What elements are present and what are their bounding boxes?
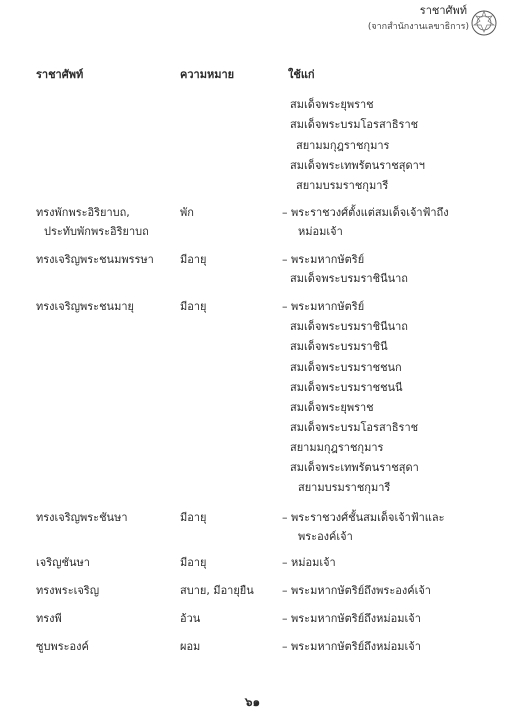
entry-usage: สมเด็จพระบรมราชชนนี bbox=[290, 381, 403, 394]
entry-usage: – พระราชวงศ์ตั้งแต่สมเด็จเจ้าฟ้าถึง bbox=[282, 206, 449, 219]
entry-meaning: ผอม bbox=[180, 640, 201, 653]
entry-word: ประทับพักพระอิริยาบถ bbox=[44, 225, 149, 238]
entry-word: ซูบพระองค์ bbox=[36, 640, 89, 653]
entry-usage: – พระมหากษัตริย์ถึงหม่อมเจ้า bbox=[282, 612, 421, 625]
entry-usage: สยามบรมราชกุมารี bbox=[298, 481, 391, 494]
entry-usage: สมเด็จพระบรมราชินีนาถ bbox=[290, 272, 408, 285]
usage-line: สยามมกุฎราชกุมาร bbox=[296, 139, 390, 152]
entry-usage: สยามมกุฎราชกุมาร bbox=[290, 441, 384, 454]
column-header-usage: ใช้แก่ bbox=[288, 68, 315, 81]
entry-usage: – พระมหากษัตริย์ถึงหม่อมเจ้า bbox=[282, 640, 421, 653]
page-number: ๖๑ bbox=[244, 695, 261, 709]
usage-line: สมเด็จพระยุพราช bbox=[290, 98, 374, 111]
entry-meaning: มีอายุ bbox=[180, 300, 207, 313]
emblem-icon bbox=[469, 8, 499, 38]
entry-usage: สมเด็จพระบรมราชินีนาถ bbox=[290, 320, 408, 333]
entry-usage: สมเด็จพระบรมราชชนก bbox=[290, 361, 402, 374]
usage-line: สมเด็จพระเทพรัตนราชสุดาฯ bbox=[290, 159, 425, 172]
entry-word: ทรงเจริญพระชนมายุ bbox=[36, 300, 134, 313]
entry-usage: สมเด็จพระยุพราช bbox=[290, 401, 374, 414]
entry-meaning: สบาย, มีอายุยืน bbox=[180, 584, 254, 597]
entry-word: ทรงพระเจริญ bbox=[36, 584, 100, 597]
entry-usage: สมเด็จพระบรมราชินี bbox=[290, 340, 388, 353]
column-header-word: ราชาศัพท์ bbox=[36, 68, 84, 81]
usage-line: สมเด็จพระบรมโอรสาธิราช bbox=[290, 118, 419, 131]
entry-meaning: มีอายุ bbox=[180, 511, 207, 524]
entry-usage: – พระมหากษัตริย์ bbox=[282, 300, 365, 313]
entry-meaning: มีอายุ bbox=[180, 253, 207, 266]
entry-usage: พระองค์เจ้า bbox=[298, 530, 353, 543]
entry-word: ทรงพี bbox=[36, 612, 62, 625]
header-title: ราชาศัพท์ bbox=[419, 4, 467, 17]
entry-usage: – หม่อมเจ้า bbox=[282, 556, 336, 569]
entry-usage: สมเด็จพระบรมโอรสาธิราช bbox=[290, 421, 419, 434]
entry-word: เจริญชันษา bbox=[36, 556, 90, 569]
entry-meaning: พัก bbox=[180, 206, 194, 219]
entry-word: ทรงเจริญพระชนมพรรษา bbox=[36, 253, 154, 266]
header-subtitle: (จากสำนักงานเลขาธิการ) bbox=[367, 22, 469, 32]
entry-usage: หม่อมเจ้า bbox=[298, 225, 343, 238]
entry-meaning: อ้วน bbox=[180, 612, 201, 625]
entry-meaning: มีอายุ bbox=[180, 556, 207, 569]
entry-word: ทรงเจริญพระชันษา bbox=[36, 511, 128, 524]
entry-usage: – พระราชวงศ์ชั้นสมเด็จเจ้าฟ้าและ bbox=[282, 511, 445, 524]
entry-usage: – พระมหากษัตริย์ถึงพระองค์เจ้า bbox=[282, 584, 431, 597]
entry-usage: – พระมหากษัตริย์ bbox=[282, 253, 365, 266]
usage-line: สยามบรมราชกุมารี bbox=[296, 179, 389, 192]
entry-usage: สมเด็จพระเทพรัตนราชสุดา bbox=[290, 461, 419, 474]
entry-word: ทรงพักพระอิริยาบถ, bbox=[36, 206, 130, 219]
column-header-meaning: ความหมาย bbox=[180, 68, 235, 81]
